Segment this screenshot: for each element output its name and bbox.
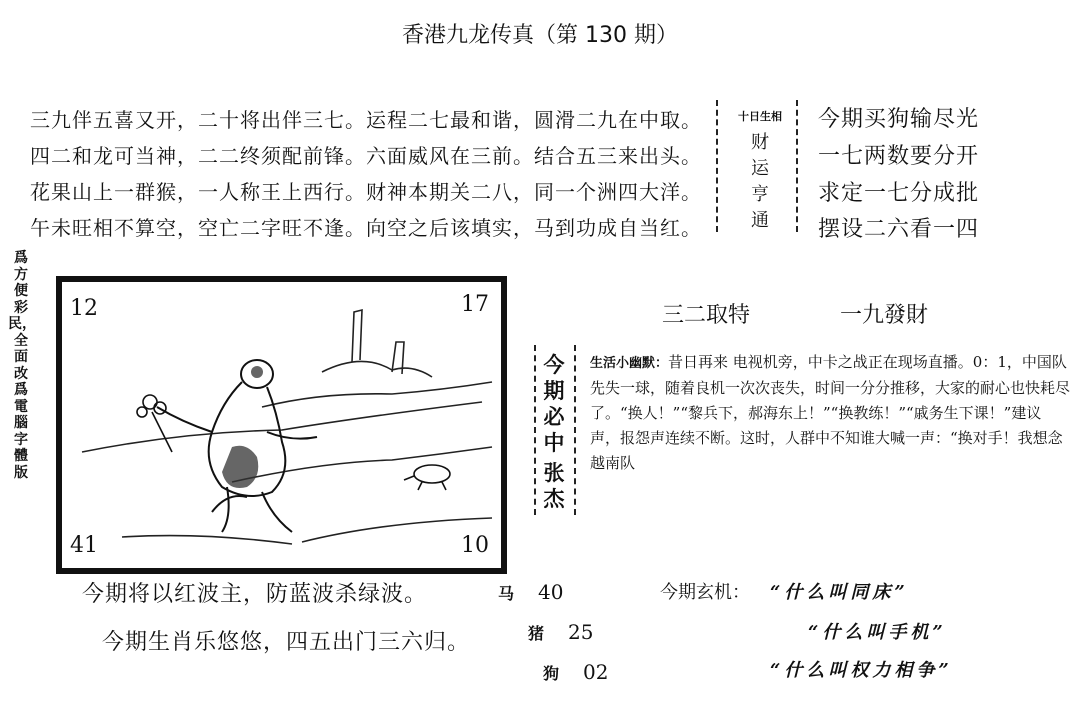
verse-line-1: 三九伴五喜又开，二十将出伴三七。运程二七最和谐，圆滑二九在中取。 <box>30 108 702 132</box>
must-win-char: 今 <box>543 352 565 377</box>
vertical-notice: 爲方便彩民，全面改爲電腦字體版 <box>8 250 36 481</box>
right-verse-2: 一七两数要分开 <box>818 144 980 169</box>
zodiac-number: 25 <box>568 620 594 644</box>
illustration-frame <box>56 276 507 574</box>
verse-line-4: 午未旺相不算空，空亡二字旺不逢。向空之后该填实，马到功成自当红。 <box>30 216 702 240</box>
zodiac-animal: 猪 <box>528 624 545 643</box>
wave-color-line: 今期将以红波主，防蓝波杀绿波。 <box>82 582 428 607</box>
right-verse-3: 求定一七分成批 <box>818 181 980 206</box>
corner-number-bottom-right: 10 <box>461 533 489 558</box>
special-code-right: 一九發財 <box>840 303 929 328</box>
riddle-label: 今期玄机： <box>660 582 750 603</box>
must-win-char: 张 <box>543 460 565 485</box>
must-win-char: 必 <box>543 404 565 429</box>
riddle-item: “什么叫同床” <box>770 582 909 603</box>
monkey-king-illustration <box>62 282 501 568</box>
corner-number-top-right: 17 <box>461 292 489 317</box>
zodiac-number: 02 <box>583 660 609 684</box>
side-box-char: 亨 <box>751 184 769 205</box>
zodiac-entry <box>528 620 593 644</box>
humor-story <box>590 350 1070 476</box>
riddle-item: “什么叫权力相争” <box>770 660 953 681</box>
right-verse-1: 今期买狗输尽光 <box>818 107 980 132</box>
zodiac-animal: 狗 <box>543 664 560 683</box>
story-text: 昔日再来 电视机旁，中卡之战正在现场直播。0：1，中国队先失一球，随着良机一次次丧失，时间一分分推移，大家的耐心也快耗尽了。“换人！”“黎兵下，郝海东上！”“换教练！”“戚务生下课！”建议声，报怨声连续不断。这时，人群中不知谁大喊一声：“换对手！我想念越南队 <box>590 353 1071 472</box>
corner-number-bottom-left: 41 <box>70 533 98 558</box>
must-win-char: 期 <box>543 378 565 403</box>
side-box-char: 运 <box>751 158 769 179</box>
side-box-char: 财 <box>751 132 769 153</box>
right-verse-4: 摆设二六看一四 <box>818 217 980 242</box>
zodiac-entry <box>543 660 608 684</box>
story-label: 生活小幽默： <box>590 356 669 371</box>
zodiac-line: 今期生肖乐悠悠，四五出门三六归。 <box>102 630 471 655</box>
zodiac-entry <box>498 580 563 604</box>
verse-line-3: 花果山上一群猴，一人称王上西行。财神本期关二八，同一个洲四大洋。 <box>30 180 702 204</box>
side-box-char: 通 <box>751 210 769 231</box>
side-box-label: 十日生相 <box>738 110 782 123</box>
verse-line-2: 四二和龙可当神，二二终须配前锋。六面威风在三前。结合五三来出头。 <box>30 144 702 168</box>
riddle-item: “什么叫手机” <box>808 622 947 643</box>
zodiac-number: 40 <box>538 580 564 604</box>
special-code-left: 三二取特 <box>662 303 751 328</box>
fortune-side-box <box>716 100 798 232</box>
page-title: 香港九龙传真（第 130 期） <box>402 23 678 48</box>
zodiac-animal: 马 <box>498 584 515 603</box>
must-win-char: 杰 <box>543 486 565 511</box>
must-win-box <box>534 345 574 515</box>
must-win-char: 中 <box>543 430 565 455</box>
corner-number-top-left: 12 <box>70 296 98 321</box>
